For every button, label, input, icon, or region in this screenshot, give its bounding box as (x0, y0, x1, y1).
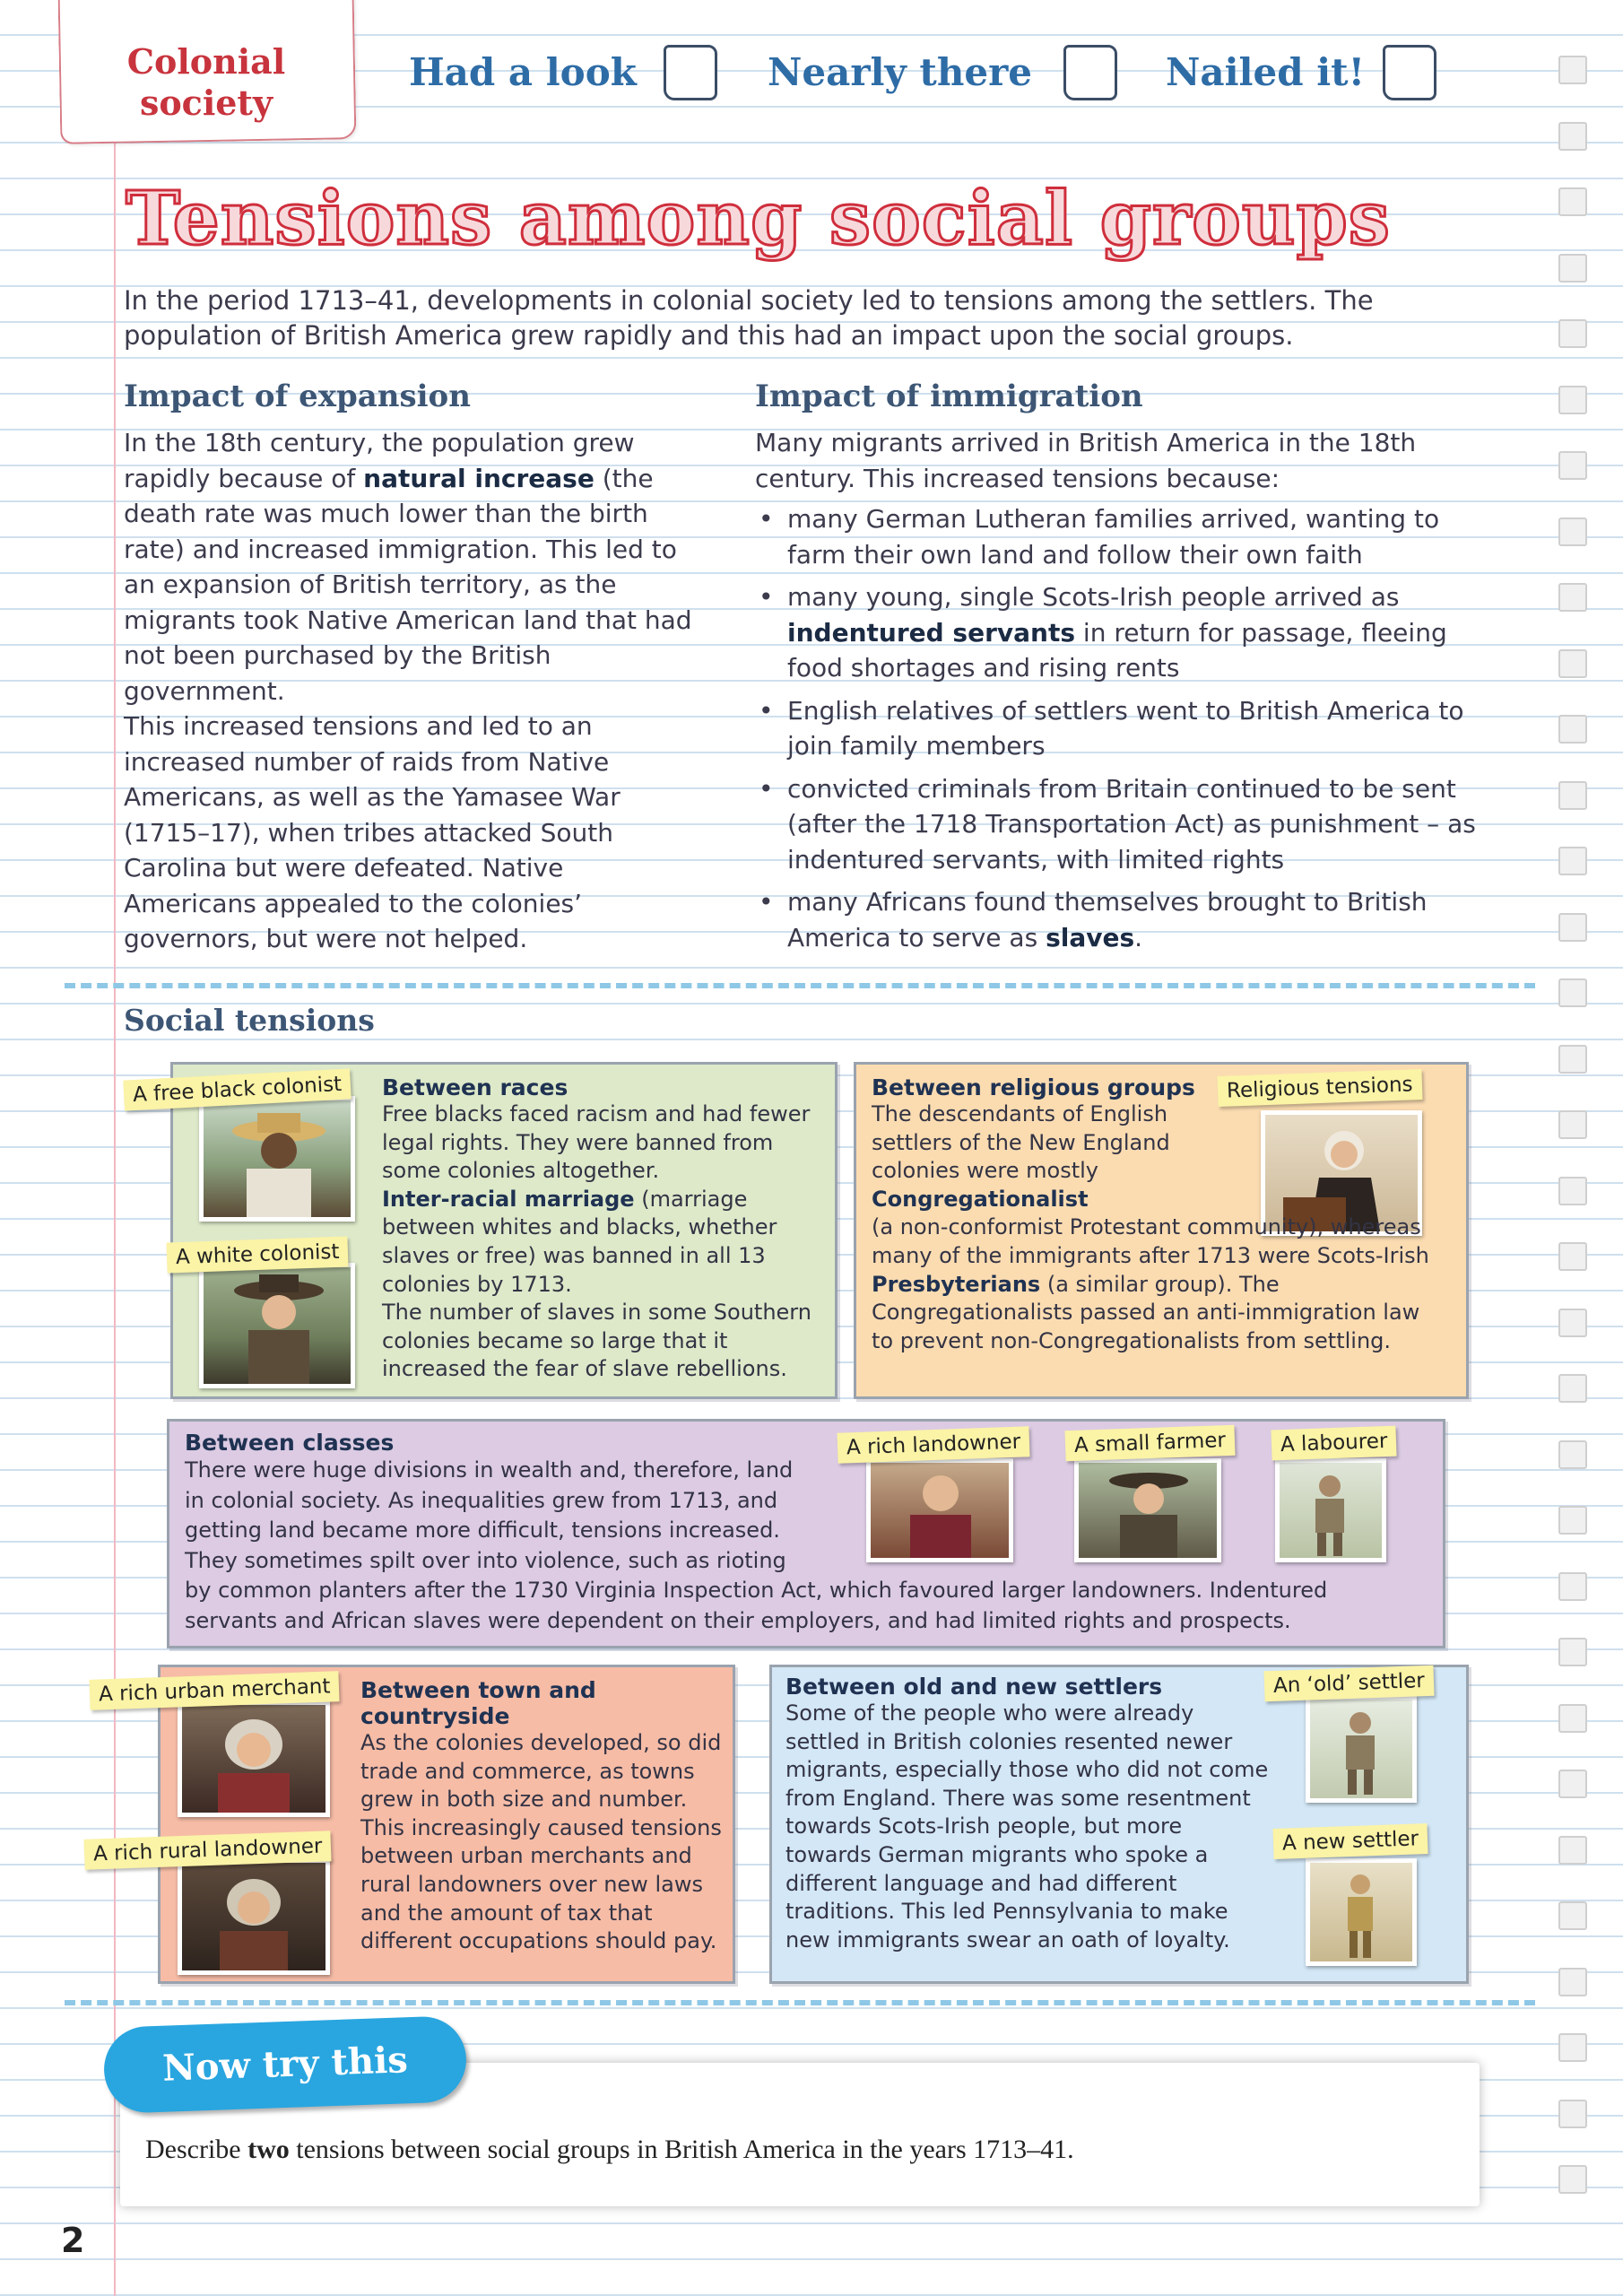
margin-checkbox (1558, 319, 1587, 348)
settlers-content: Between old and new settlers Some of the people who were already settled in British colonies resented newer migrants, especially those who did not come from England. There was some resentment towards Scots-Irish people, but more towards German migrants who spoke a different language and had different traditions. This led Pennsylvania to make new immigrants swear an oath of loyalty. (785, 1674, 1269, 1952)
margin-checkbox (1558, 847, 1587, 875)
immigration-list (755, 501, 1494, 955)
settler-figure-icon (1310, 1700, 1412, 1798)
margin-checkbox (1558, 2165, 1587, 2194)
list-item: • English relatives of settlers went to British America to join family members (755, 693, 1494, 764)
margin-checkbox (1558, 386, 1587, 414)
religion-content: Between religious groups The descendants of English settlers of the New England colonies were mostly Congregationalist (a non-conformist Protestant community), whereas many of the immigrants after 1713 were Scots-Irish Presbyterians (a similar group). The Congregationalists passed an anti-immigration law to prevent non-Congregationalists from settling. (872, 1074, 1429, 1353)
margin-checkbox (1558, 1177, 1587, 1205)
checkbox-nearly-there[interactable] (1063, 45, 1117, 100)
check-label-nearly-there: Nearly there (768, 50, 1032, 94)
list-item: • many German Lutheran families arrived, wanting to farm their own land and follow their own faith (755, 501, 1494, 572)
town-content: Between town and countryside As the colonies developed, so did trade and commerce, as towns grew in both size and number. This increasingly caused tensions between urban merchants and rural landowners over new laws and the amount of tax that different occupations should pay. (360, 1677, 722, 1954)
section-divider (65, 983, 1535, 988)
colonist-figure-icon (204, 1100, 351, 1217)
check-label-nailed-it: Nailed it! (1166, 50, 1366, 94)
intro-text: In the period 1713–41, developments in colonial society led to tensions among the settlers. The population of British America grew rapidly and this had an impact upon the social groups. (124, 285, 1374, 351)
margin-checkbox (1558, 122, 1587, 151)
checkbox-had-a-look[interactable] (664, 45, 717, 100)
label-small-farmer: A small farmer (1064, 1425, 1235, 1462)
margin-checkbox (1558, 187, 1587, 216)
old-settler-image (1306, 1695, 1417, 1803)
margin-checkbox (1558, 2033, 1587, 2062)
margin-checkbox (1558, 649, 1587, 678)
list-item: • many Africans found themselves brought to British America to serve as slaves. (755, 884, 1494, 955)
now-try-this-tab: Now try this (102, 2015, 467, 2114)
classes-content: Between classes There were huge divisions in wealth and, therefore, land in colonial society. As inequalities grew from 1713, and getting land became more difficult, tensions increased. They sometimes spilt over into violence, such as rioting by common planters after the 1730 Virginia Inspection Act, which favoured larger landowners. Indentured servants and African slaves were dependent on their employers, and had limited rights and prospects. (185, 1430, 1328, 1633)
checkbox-nailed-it[interactable] (1383, 45, 1436, 100)
page-title: Tensions among social groups (126, 176, 1391, 262)
margin-checkbox (1558, 2100, 1587, 2128)
label-free-black-colonist: A free black colonist (123, 1068, 352, 1110)
margin-checkbox (1558, 1836, 1587, 1865)
margin-checkbox (1558, 1638, 1587, 1666)
margin-checkbox (1558, 1045, 1587, 1074)
check-label-had-a-look: Had a look (409, 50, 637, 94)
margin-checkbox (1558, 1704, 1587, 1733)
list-item: • convicted criminals from Britain continued to be sent (after the 1718 Transportation Act) as punishment – as indentured servants, with limited rights (755, 771, 1494, 878)
margin-checkbox (1558, 978, 1587, 1007)
margin-checkbox (1558, 517, 1587, 546)
margin-checkbox (1558, 1440, 1587, 1469)
label-white-colonist: A white colonist (166, 1236, 349, 1273)
margin-checkbox (1558, 781, 1587, 810)
colonist-figure-icon (204, 1267, 351, 1384)
immigration-text: Many migrants arrived in British America in the 18th century. This increased tensions because: • many German Lutheran families arrived, wanting to farm their own land and follow their own faith • many young, single Scots-Irish people arrived as indentured servants in return for passage, fleeing food shortages and rising rents • English relatives of settlers went to British America to join family members • convicted criminals from Britain continued to be sent (after the 1718 Transportation Act) as punishment – as indentured servants, with limited rights • many Africans found themselves brought to British America to serve as slaves. (755, 425, 1494, 962)
urban-merchant-image (178, 1700, 330, 1817)
label-rich-landowner: A rich landowner (837, 1426, 1029, 1463)
list-item: • many young, single Scots-Irish people arrived as indentured servants in return for passage, fleeing food shortages and rising rents (755, 579, 1494, 686)
label-urban-merchant: A rich urban merchant (89, 1671, 339, 1710)
races-content: Between races Free blacks faced racism and had fewer legal rights. They were banned from some colonies altogether. Inter-racial marriage (marriage between whites and blacks, whether slaves or free) was banned in all 13 colonies by 1713. The number of slaves in some Southern colonies became so large that it increased the fear of slave rebellions. (382, 1074, 812, 1382)
margin-checkbox (1558, 913, 1587, 942)
new-settler-image (1306, 1858, 1417, 1966)
margin-checkbox (1558, 1242, 1587, 1271)
margin-checkbox (1558, 1572, 1587, 1601)
label-new-settler: A new settler (1272, 1823, 1428, 1859)
label-religious-tensions: Religious tensions (1217, 1069, 1422, 1107)
margin-checkbox (1558, 1968, 1587, 1996)
expansion-heading: Impact of expansion (124, 378, 471, 414)
page-number: 2 (61, 2221, 85, 2260)
expansion-text: In the 18th century, the population grew rapidly because of natural increase (the death rate was much lower than the birth rate) and increased immigration. This led to an expansion of British territory, as the migrants took Native American land that had not been purchased by the British government. This increased tensions and led to an increased number of raids from Native Americans, as well as the Yamasee War (1715–17), when tribes attacked South Carolina but were defeated. Native Americans appealed to the colonies’ governors, but were not helped. (124, 428, 692, 953)
margin-checkbox (1558, 1901, 1587, 1930)
merchant-figure-icon (182, 1705, 325, 1813)
section-divider (65, 2000, 1535, 2005)
margin-checkbox (1558, 1309, 1587, 1337)
margin-checkbox (1558, 1374, 1587, 1403)
margin-checkbox (1558, 1110, 1587, 1139)
label-labourer: A labourer (1271, 1426, 1396, 1461)
social-tensions-heading: Social tensions (124, 1003, 375, 1038)
now-try-this-question: Describe two tensions between social groups in British America in the years 1713–41. (145, 2135, 1074, 2164)
margin-checkbox (1558, 254, 1587, 283)
free-black-colonist-image (199, 1096, 355, 1222)
immigration-heading: Impact of immigration (755, 378, 1143, 414)
white-colonist-image (199, 1263, 355, 1388)
label-old-settler: An ‘old’ settler (1263, 1665, 1434, 1702)
label-rural-landowner: A rich rural landowner (83, 1831, 331, 1870)
section-tab-label: Colonial society (126, 41, 286, 123)
margin-checkbox (1558, 1770, 1587, 1798)
margin-checkbox (1558, 715, 1587, 744)
margin-checkbox (1558, 1506, 1587, 1535)
settler-figure-icon (1310, 1863, 1412, 1961)
rural-landowner-image (178, 1858, 330, 1975)
margin-checkbox (1558, 56, 1587, 84)
margin-checkbox (1558, 583, 1587, 612)
margin-checkbox (1558, 451, 1587, 480)
landowner-figure-icon (182, 1863, 325, 1970)
